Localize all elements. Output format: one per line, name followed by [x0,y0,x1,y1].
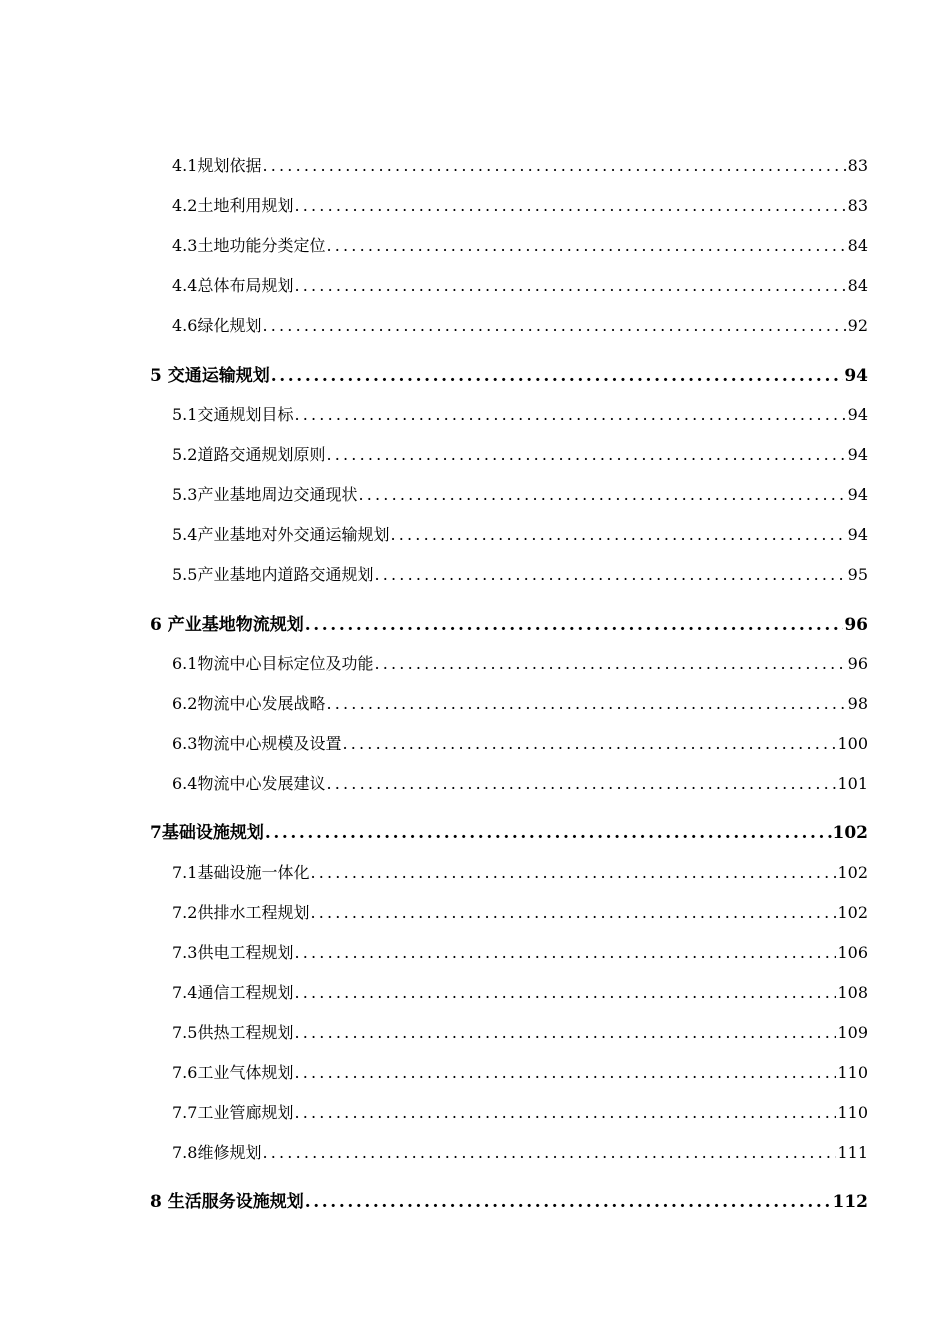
toc-entry-page: 108 [837,983,868,1002]
toc-entry-page: 102 [837,863,868,882]
toc-entry[interactable] [172,979,868,1007]
toc-entry[interactable] [172,192,868,220]
toc-entry-title: 7.6工业气体规划 [172,1063,294,1082]
toc-entry[interactable] [172,272,868,300]
toc-entry-page: 84 [847,236,868,255]
toc-entry-title: 8 生活服务设施规划 [150,1192,304,1212]
toc-dot-leader [294,939,836,967]
toc-entry-page: 96 [847,654,868,673]
toc-entry-title: 7.2供排水工程规划 [172,903,310,922]
toc-entry-title: 5.1交通规划目标 [172,405,294,424]
toc-dot-leader [326,232,846,260]
toc-entry-page: 112 [832,1192,868,1212]
toc-entry[interactable] [172,1059,868,1087]
toc-dot-leader [326,441,846,469]
toc-dot-leader [326,690,846,718]
toc-entry[interactable] [172,481,868,509]
toc-entry[interactable] [172,232,868,260]
toc-entry-page: 95 [847,565,868,584]
toc-entry-title: 5.3产业基地周边交通现状 [172,485,358,504]
toc-entry-page: 83 [847,196,868,215]
toc-entry[interactable] [172,441,868,469]
toc-entry-title: 4.6绿化规划 [172,316,262,335]
toc-entry-title: 7基础设施规划 [150,823,264,843]
toc-entry-title: 4.4总体布局规划 [172,276,294,295]
toc-dot-leader [294,401,846,429]
toc-entry-page: 96 [844,615,868,635]
toc-entry-page: 83 [847,156,868,175]
toc-dot-leader [294,1059,836,1087]
toc-dot-leader [326,770,836,798]
toc-entry-page: 109 [837,1023,868,1042]
toc-dot-leader [262,312,846,340]
toc-chapter-entry[interactable] [150,1188,868,1216]
toc-entry-page: 84 [847,276,868,295]
toc-entry-title: 4.3土地功能分类定位 [172,236,326,255]
toc-dot-leader [374,650,846,678]
toc-entry[interactable] [172,690,868,718]
toc-entry-title: 7.4通信工程规划 [172,983,294,1002]
toc-entry-page: 94 [847,485,868,504]
toc-dot-leader [305,1188,832,1216]
toc-dot-leader [262,1139,836,1167]
toc-entry-title: 5.4产业基地对外交通运输规划 [172,525,390,544]
toc-chapter-entry[interactable] [150,819,868,847]
toc-entry-page: 100 [837,734,868,753]
toc-entry[interactable] [172,1019,868,1047]
toc-entry[interactable] [172,521,868,549]
toc-entry[interactable] [172,152,868,180]
toc-entry-page: 102 [837,903,868,922]
toc-dot-leader [294,272,846,300]
toc-entry[interactable] [172,859,868,887]
toc-chapter-entry[interactable] [150,611,868,639]
toc-dot-leader [271,362,844,390]
toc-entry-title: 7.1基础设施一体化 [172,863,310,882]
toc-dot-leader [294,192,846,220]
toc-dot-leader [294,1019,836,1047]
toc-entry[interactable] [172,401,868,429]
toc-dot-leader [358,481,846,509]
toc-entry-title: 4.1规划依据 [172,156,262,175]
toc-dot-leader [262,152,846,180]
toc-entry-page: 110 [837,1103,868,1122]
toc-entry-page: 98 [847,694,868,713]
toc-entry-title: 7.5供热工程规划 [172,1023,294,1042]
toc-entry-title: 6.3物流中心规模及设置 [172,734,342,753]
toc-entry-page: 94 [847,405,868,424]
toc-entry-title: 7.8维修规划 [172,1143,262,1162]
toc-dot-leader [342,730,836,758]
toc-entry[interactable] [172,561,868,589]
toc-entry-page: 102 [832,823,868,843]
toc-entry[interactable] [172,730,868,758]
toc-dot-leader [390,521,846,549]
toc-entry-title: 7.7工业管廊规划 [172,1103,294,1122]
toc-entry-page: 110 [837,1063,868,1082]
toc-entry-title: 6.2物流中心发展战略 [172,694,326,713]
toc-dot-leader [265,819,832,847]
toc-entry[interactable] [172,1099,868,1127]
toc-entry-title: 6.1物流中心目标定位及功能 [172,654,374,673]
toc-dot-leader [374,561,846,589]
toc-entry-title: 6 产业基地物流规划 [150,615,304,635]
toc-entry[interactable] [172,1139,868,1167]
toc-entry-title: 5.2道路交通规划原则 [172,445,326,464]
toc-entry-title: 7.3供电工程规划 [172,943,294,962]
toc-dot-leader [310,859,836,887]
toc-entry-title: 5.5产业基地内道路交通规划 [172,565,374,584]
toc-dot-leader [305,611,844,639]
toc-dot-leader [294,1099,836,1127]
toc-entry-page: 94 [847,445,868,464]
toc-chapter-entry[interactable] [150,362,868,390]
toc-entry-title: 5 交通运输规划 [150,366,270,386]
toc-entry-page: 94 [844,366,868,386]
toc-dot-leader [294,979,836,1007]
toc-entry-page: 111 [837,1143,868,1162]
toc-entry-page: 106 [837,943,868,962]
toc-entry[interactable] [172,899,868,927]
toc-entry-title: 4.2土地利用规划 [172,196,294,215]
toc-entry[interactable] [172,770,868,798]
toc-entry[interactable] [172,939,868,967]
toc-entry-page: 101 [837,774,868,793]
toc-entry-page: 92 [847,316,868,335]
toc-entry-title: 6.4物流中心发展建议 [172,774,326,793]
toc-entry-page: 94 [847,525,868,544]
toc-entry[interactable] [172,650,868,678]
toc-entry[interactable] [172,312,868,340]
toc-dot-leader [310,899,836,927]
